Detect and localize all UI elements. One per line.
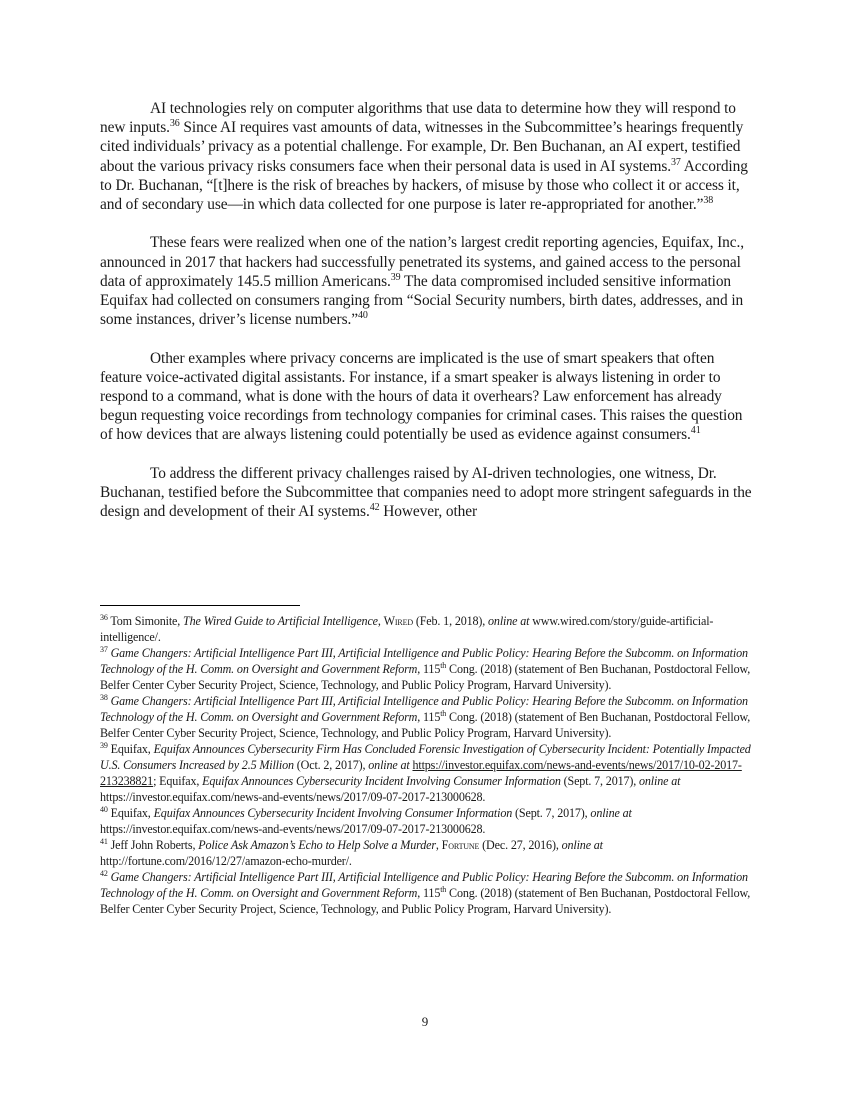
footnote-36: $^{36}$ Tom Simonite, The Wired Guide to Artificial Intelligence, Wired (Feb. 1, 2018), online at www.wired.com/story/guide-artificial-intelligence/. [100, 612, 714, 644]
footnote-number: 42 [100, 868, 108, 878]
footnote-ref-36[interactable]: 36 [169, 118, 180, 130]
paragraph-equifax: These fears were realized when one of the nation’s largest credit reporting agencies, Equifax, Inc., announced in 2017 that hackers had successfully penetrated its systems, and gained access to the personal data of approximately 145.5 million Americans.$^{39}$ The data compromised included sensitive information Equifax had collected on consumers ranging from “Social Security numbers, birth dates, addresses, and in some instances, driver’s license numbers.”$^{40}$ [100, 234, 744, 329]
footnote-number: 39 [100, 740, 108, 750]
footnote-ref-38[interactable]: 38 [703, 194, 714, 206]
footnote-39: $^{39}$ Equifax, Equifax Announces Cybersecurity Firm Has Concluded Forensic Investigation of Cybersecurity Incident: Potentially Impacted U.S. Consumers Increased by 2.5 Million (Oct. 2, 2017), online at https://investor.equifax.com/news-and-events/news/2017/10-02-2017-213238821; Equifax, Equifax Announces Cybersecurity Incident Involving Consumer Information (Sept. 7, 2017), online at https://investor.equifax.com/news-and-events/news/2017/09-07-2017-213000628. [100, 740, 751, 804]
citation-title: Game Changers: Artificial Intelligence Part III, Artificial Intelligence and Public Policy: Hearing Before the Subcomm. on Information Technology of the H. Comm. on Oversight and Government Reform [100, 694, 748, 724]
citation-title: Game Changers: Artificial Intelligence Part III, Artificial Intelligence and Public Policy: Hearing Before the Subcomm. on Information Technology of the H. Comm. on Oversight and Government Reform [100, 646, 748, 676]
citation-title-secondary: Equifax Announces Cybersecurity Incident Involving Consumer Information [202, 774, 561, 788]
footnote-number: 40 [100, 804, 108, 814]
footnote-ref-40[interactable]: 40 [357, 310, 368, 322]
footnote-number: 37 [100, 644, 108, 654]
citation-title: The Wired Guide to Artificial Intelligence [183, 614, 378, 628]
citation-url[interactable]: https://investor.equifax.com/news-and-events/news/2017/09-07-2017-213000628. [100, 822, 486, 836]
citation-link[interactable]: https://investor.equifax.com/news-and-events/news/2017/10-02-2017-213238821 [100, 758, 742, 788]
citation-title: Game Changers: Artificial Intelligence Part III, Artificial Intelligence and Public Policy: Hearing Before the Subcomm. on Information Technology of the H. Comm. on Oversight and Government Reform [100, 870, 748, 900]
footnote-ref-37[interactable]: 37 [671, 156, 681, 168]
source-name: Fortune [441, 838, 480, 852]
footnotes [100, 613, 752, 917]
page-number: 9 [421, 1014, 429, 1029]
paragraph-smart-speakers: Other examples where privacy concerns are implicated is the use of smart speakers that often feature voice-activated digital assistants. For instance, if a smart speaker is always listening in order to respond to a command, what is done with the hours of data it overhears? Law enforcement has already begun requesting voice recordings from technology companies for criminal cases. This raises the question of how devices that are always listening could potentially be used as evidence against consumers.$^{41}$ [100, 349, 743, 444]
citation-title: Equifax Announces Cybersecurity Incident Involving Consumer Information [153, 806, 513, 820]
source-name: Wired [383, 614, 413, 628]
footnote-41: $^{41}$ Jeff John Roberts, Police Ask Amazon’s Echo to Help Solve a Murder, Fortune (Dec. 27, 2016), online at http://fortune.com/2016/12/27/amazon-echo-murder/. [100, 836, 603, 868]
citation-url[interactable]: www.wired.com/story/guide-artificial-intelligence/. [100, 614, 714, 644]
footnote-ref-41[interactable]: 41 [690, 425, 701, 437]
citation-title: Police Ask Amazon’s Echo to Help Solve a Murder [198, 838, 436, 852]
citation-url[interactable]: http://fortune.com/2016/12/27/amazon-echo-murder/. [100, 854, 352, 868]
footnote-38: $^{38}$ Game Changers: Artificial Intelligence Part III, Artificial Intelligence and Public Policy: Hearing Before the Subcomm. on Information Technology of the H. Comm. on Oversight and Government Reform, 115th Cong. (2018) (statement of Ben Buchanan, Postdoctoral Fellow, Belfer Center Cyber Security Project, Science, Technology, and Public Policy Program, Harvard University). [100, 692, 751, 740]
body-text [100, 99, 752, 541]
footnote-37: $^{37}$ Game Changers: Artificial Intelligence Part III, Artificial Intelligence and Public Policy: Hearing Before the Subcomm. on Information Technology of the H. Comm. on Oversight and Government Reform, 115th Cong. (2018) (statement of Ben Buchanan, Postdoctoral Fellow, Belfer Center Cyber Security Project, Science, Technology, and Public Policy Program, Harvard University). [100, 644, 751, 692]
footnote-40: $^{40}$ Equifax, Equifax Announces Cybersecurity Incident Involving Consumer Information (Sept. 7, 2017), online at https://investor.equifax.com/news-and-events/news/2017/09-07-2017-213000628. [100, 804, 632, 836]
paragraph-ai-data: AI technologies rely on computer algorithms that use data to determine how they will respond to new inputs.$^{36}$ Since AI requires vast amounts of data, witnesses in the Subcommittee’s hearings frequently cited individuals’ privacy as a potential challenge. For example, Dr. Ben Buchanan, an AI expert, testified about the various privacy risks consumers face when their personal data is used in AI systems.$^{37}$ According to Dr. Buchanan, “[t]here is the risk of breaches by hackers, of misuse by those who collect it or access it, and of secondary use—in which data collected for one purpose is later re-appropriated for another.”$^{38}$ [100, 100, 748, 214]
footnote-ref-39[interactable]: 39 [390, 271, 401, 283]
footnote-ref-42[interactable]: 42 [369, 502, 380, 514]
paragraph-safeguards: To address the different privacy challenges raised by AI-driven technologies, one witness, Dr. Buchanan, testified before the Subcommittee that companies need to adopt more stringent safeguards in the design and development of their AI systems.$^{42}$ However, other [100, 464, 752, 521]
footnote-42: $^{42}$ Game Changers: Artificial Intelligence Part III, Artificial Intelligence and Public Policy: Hearing Before the Subcomm. on Information Technology of the H. Comm. on Oversight and Government Reform, 115th Cong. (2018) (statement of Ben Buchanan, Postdoctoral Fellow, Belfer Center Cyber Security Project, Science, Technology, and Public Policy Program, Harvard University). [100, 868, 751, 916]
footnote-number: 38 [100, 692, 108, 702]
citation-url[interactable]: https://investor.equifax.com/news-and-events/news/2017/09-07-2017-213000628. [100, 790, 486, 804]
citation-title: Equifax Announces Cybersecurity Firm Has Concluded Forensic Investigation of Cybersecurity Incident: Potentially Impacted U.S. Consumers Increased by 2.5 Million [100, 742, 751, 772]
footnote-number: 41 [100, 836, 108, 846]
footnote-number: 36 [100, 612, 108, 622]
footnote-separator [100, 605, 300, 606]
